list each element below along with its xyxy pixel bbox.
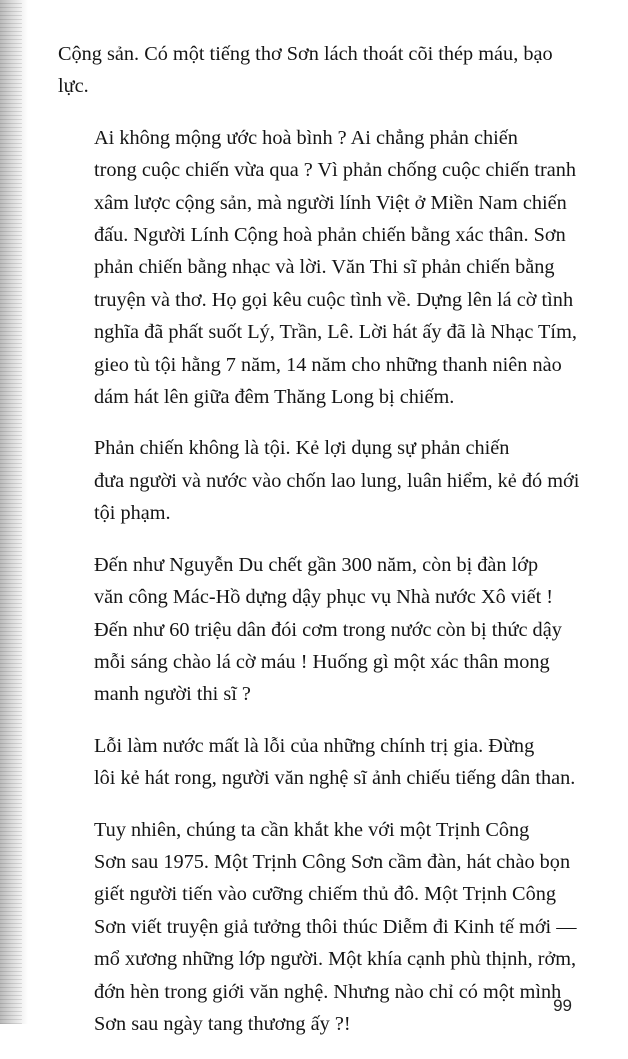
text-line: giết người tiến vào cưỡng chiếm thủ đô. Một Trịnh Công [94, 883, 557, 906]
paragraph-2 [58, 122, 598, 414]
text-line: văn công Mác-Hồ dựng dậy phục vụ Nhà nước Xô viết ! [94, 586, 554, 609]
text-line: lực. [58, 75, 89, 98]
page-number: 99 [553, 996, 572, 1015]
text-line: Sơn sau ngày tang thương ấy ?! [94, 1012, 351, 1035]
book-page-body [58, 38, 598, 1059]
text-line: đưa người và nước vào chốn lao lung, luân hiểm, kẻ đó mới [94, 469, 580, 492]
text-line: Đến như 60 triệu dân đói cơm trong nước còn bị thức dậy [94, 618, 562, 641]
text-line: Cộng sản. Có một tiếng thơ Sơn lách thoát cõi thép máu, bạo [58, 43, 553, 65]
text-line: Đến như Nguyễn Du chết gần 300 năm, còn bị đàn lớp [94, 553, 539, 576]
text-line: lôi kẻ hát rong, người văn nghệ sĩ ảnh chiếu tiếng dân than. [94, 767, 576, 790]
text-line: mỗi sáng chào lá cờ máu ! Huống gì một xác thân mong [94, 650, 550, 673]
paragraph-1 [58, 38, 598, 103]
paragraph-6 [58, 814, 598, 1041]
text-line: Lỗi làm nước mất là lỗi của những chính trị gia. Đừng [94, 734, 535, 757]
paragraph-3 [58, 432, 598, 529]
text-line: gieo tù tội hằng 7 năm, 14 năm cho những thanh niên nào [94, 353, 562, 376]
text-line: xâm lược cộng sản, mà người lính Việt ở Miền Nam chiến [94, 191, 567, 214]
text-line: manh người thi sĩ ? [94, 683, 251, 706]
text-line: Phản chiến không là tội. Kẻ lợi dụng sự phản chiến [94, 437, 510, 460]
text-line: mổ xương những lớp người. Một khía cạnh phù thịnh, rởm, [94, 948, 577, 971]
paragraph-4 [58, 549, 598, 711]
text-line: đớn hèn trong giới văn nghệ. Nhưng nào chỉ có một mình [94, 980, 562, 1003]
text-line: Sơn sau 1975. Một Trịnh Công Sơn cầm đàn, hát chào bọn [94, 850, 571, 873]
paragraph-5 [58, 730, 598, 795]
text-line: nghĩa đã phất suốt Lý, Trần, Lê. Lời hát ấy đã là Nhạc Tím, [94, 321, 577, 344]
text-line: dám hát lên giữa đêm Thăng Long bị chiếm. [94, 386, 455, 409]
text-line: đấu. Người Lính Cộng hoà phản chiến bằng xác thân. Sơn [94, 224, 566, 247]
text-line: trong cuộc chiến vừa qua ? Vì phản chống cuộc chiến tranh [94, 159, 576, 182]
text-line: truyện và thơ. Họ gọi kêu cuộc tình về. Dựng lên lá cờ tình [94, 288, 574, 311]
text-line: Sơn viết truyện giả tưởng thôi thúc Diễm đi Kinh tế mới — [94, 915, 577, 938]
text-line: Ai không mộng ước hoà bình ? Ai chẳng phản chiến [94, 126, 518, 149]
text-line: phản chiến bằng nhạc và lời. Văn Thi sĩ phản chiến bằng [94, 256, 555, 279]
text-line: Tuy nhiên, chúng ta cần khắt khe với một Trịnh Công [94, 818, 530, 841]
text-line: tội phạm. [94, 502, 171, 525]
scan-binding-texture [0, 0, 22, 1024]
